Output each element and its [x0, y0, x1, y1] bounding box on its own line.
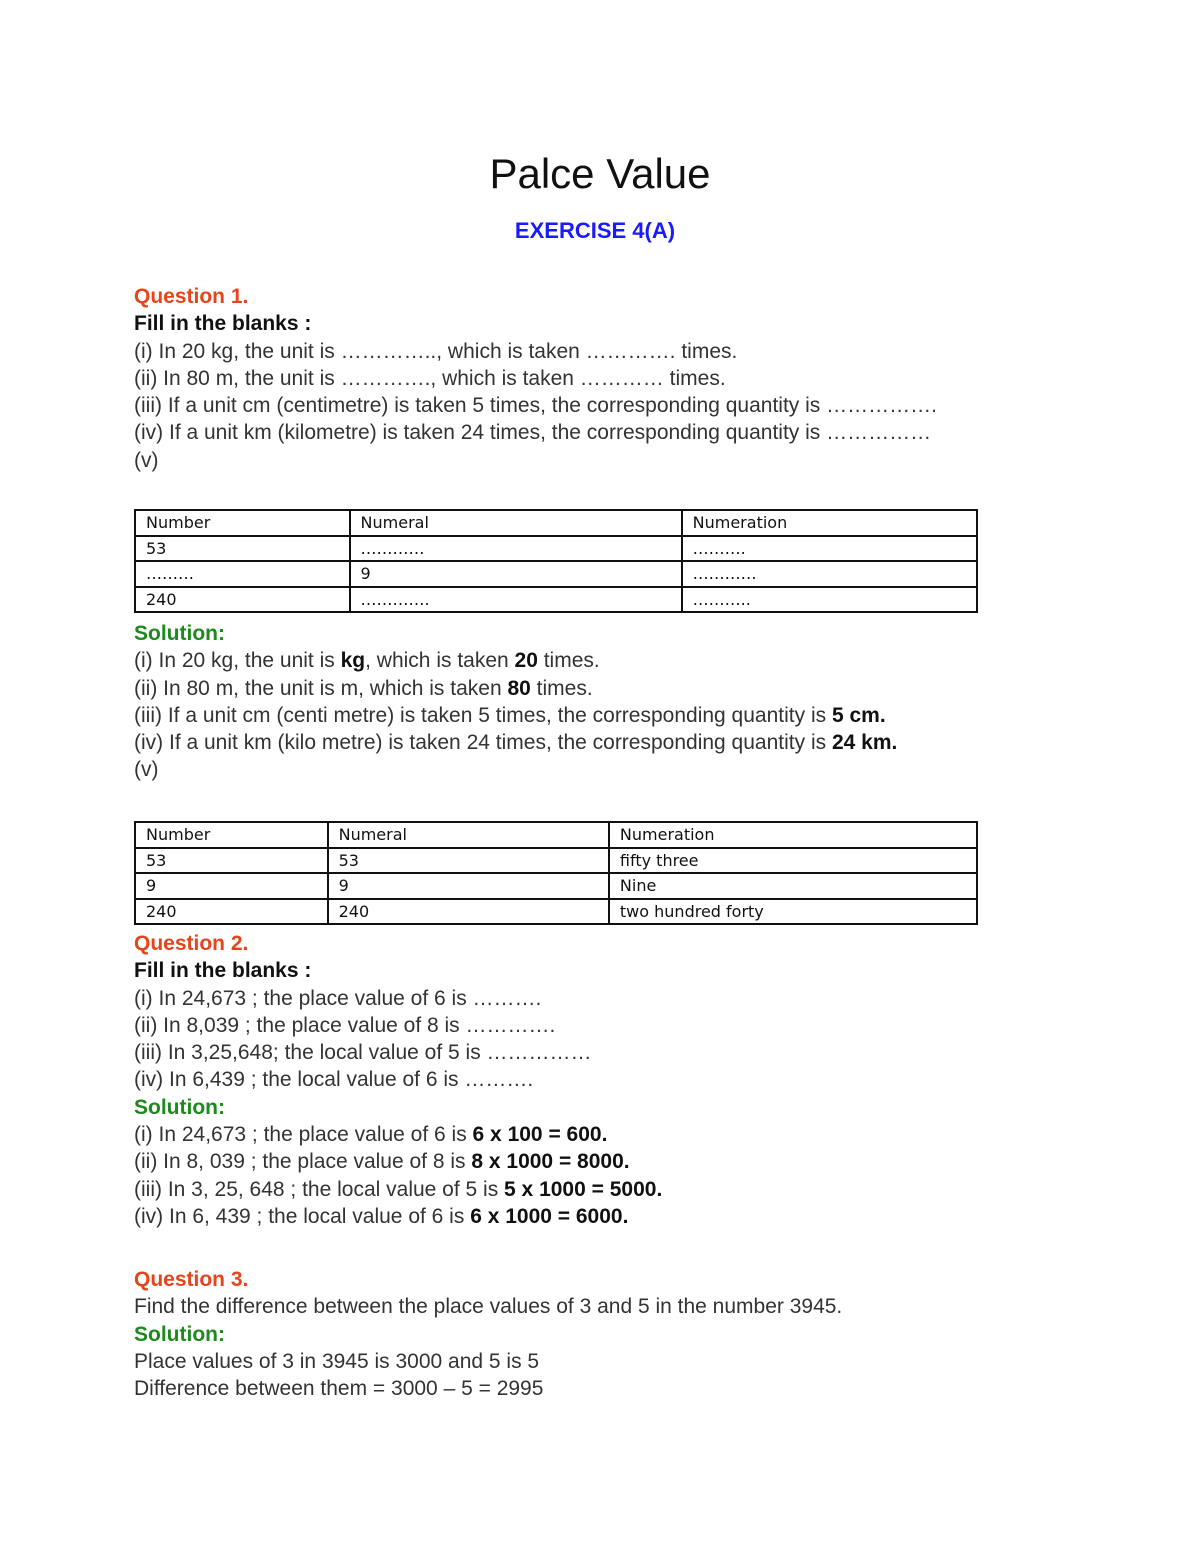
- instruction: Fill in the blanks :: [134, 959, 312, 983]
- solution-item: (ii) In 80 m, the unit is m, which is taken 80 times.: [134, 676, 593, 700]
- table-header: Numeral: [350, 510, 682, 536]
- solution-item: (iii) If a unit cm (centi metre) is taken 5 times, the corresponding quantity is 5 cm.: [134, 703, 886, 727]
- table-row: [135, 822, 977, 848]
- table-row: [135, 899, 977, 925]
- table-cell: …………: [350, 536, 682, 562]
- answer-table: [134, 821, 978, 925]
- solution-item: Place values of 3 in 3945 is 3000 and 5 is 5: [134, 1349, 540, 1373]
- blank-table: [134, 509, 978, 613]
- table-cell: 9: [328, 873, 609, 899]
- question-item: (ii) In 8,039 ; the place value of 8 is ………….: [134, 1013, 556, 1037]
- question-item: (i) In 20 kg, the unit is ………….., which is taken …………. times.: [134, 339, 738, 363]
- solution-item: (i) In 20 kg, the unit is kg, which is taken 20 times.: [134, 649, 600, 673]
- table-cell: 53: [135, 848, 328, 874]
- question-1: [134, 283, 1034, 474]
- page-title: Palce Value: [489, 150, 711, 197]
- solution-item: Difference between them = 3000 – 5 = 2995: [134, 1377, 544, 1401]
- table-cell: ………….: [350, 587, 682, 613]
- exercise-heading: EXERCISE 4(A): [514, 218, 676, 243]
- solution-item: (i) In 24,673 ; the place value of 6 is 6 x 100 = 600.: [134, 1123, 608, 1147]
- question-item: (iv) If a unit km (kilometre) is taken 24 times, the corresponding quantity is ……………: [134, 421, 932, 445]
- question-3: [134, 1266, 1034, 1402]
- question-2: [134, 930, 1034, 1230]
- table-cell: two hundred forty: [609, 899, 977, 925]
- table-header: Number: [135, 822, 328, 848]
- table-row: [135, 561, 977, 587]
- table-row: [135, 510, 977, 536]
- table-cell: fifty three: [609, 848, 977, 874]
- question-item: (v): [134, 448, 159, 472]
- table-cell: 240: [328, 899, 609, 925]
- solution-heading: Solution:: [134, 622, 225, 645]
- solution-item: (ii) In 8, 039 ; the place value of 8 is 8 x 1000 = 8000.: [134, 1150, 630, 1174]
- solution-heading: Solution:: [134, 1322, 225, 1346]
- question-item: (iv) In 6,439 ; the local value of 6 is ……….: [134, 1068, 534, 1092]
- question-item: (i) In 24,673 ; the place value of 6 is ……….: [134, 986, 542, 1010]
- table-row: [135, 536, 977, 562]
- table-cell: 240: [135, 899, 328, 925]
- table-cell: Nine: [609, 873, 977, 899]
- table-cell: …………: [682, 561, 977, 587]
- table-row: [135, 848, 977, 874]
- question-heading: Question 3.: [134, 1268, 249, 1291]
- solution-item: (iv) In 6, 439 ; the local value of 6 is 6 x 1000 = 6000.: [134, 1204, 629, 1228]
- table-header: Numeral: [328, 822, 609, 848]
- table-cell: 53: [135, 536, 350, 562]
- table-cell: ……….: [682, 536, 977, 562]
- table-header: Numeration: [682, 510, 977, 536]
- solution-1: [134, 620, 1034, 784]
- table-cell: ………..: [682, 587, 977, 613]
- table-cell: ………: [135, 561, 350, 587]
- question-heading: Question 1.: [134, 285, 249, 308]
- solution-heading: Solution:: [134, 1095, 225, 1119]
- solution-item: (iv) If a unit km (kilo metre) is taken 24 times, the corresponding quantity is 24 km.: [134, 731, 898, 755]
- table-row: [135, 873, 977, 899]
- question-text: Find the difference between the place values of 3 and 5 in the number 3945.: [134, 1295, 843, 1319]
- question-item: (iii) If a unit cm (centimetre) is taken 5 times, the corresponding quantity is …………….: [134, 394, 937, 418]
- solution-item: (v): [134, 758, 159, 782]
- question-item: (iii) In 3,25,648; the local value of 5 is ……………: [134, 1041, 592, 1065]
- table-cell: 9: [135, 873, 328, 899]
- solution-item: (iii) In 3, 25, 648 ; the local value of 5 is 5 x 1000 = 5000.: [134, 1177, 663, 1201]
- instruction: Fill in the blanks :: [134, 312, 312, 336]
- table-header: Numeration: [609, 822, 977, 848]
- table-cell: 53: [328, 848, 609, 874]
- table-cell: 240: [135, 587, 350, 613]
- table-cell: 9: [350, 561, 682, 587]
- table-header: Number: [135, 510, 350, 536]
- table-row: [135, 587, 977, 613]
- question-item: (ii) In 80 m, the unit is …………., which is taken ………… times.: [134, 366, 726, 390]
- question-heading: Question 2.: [134, 932, 249, 955]
